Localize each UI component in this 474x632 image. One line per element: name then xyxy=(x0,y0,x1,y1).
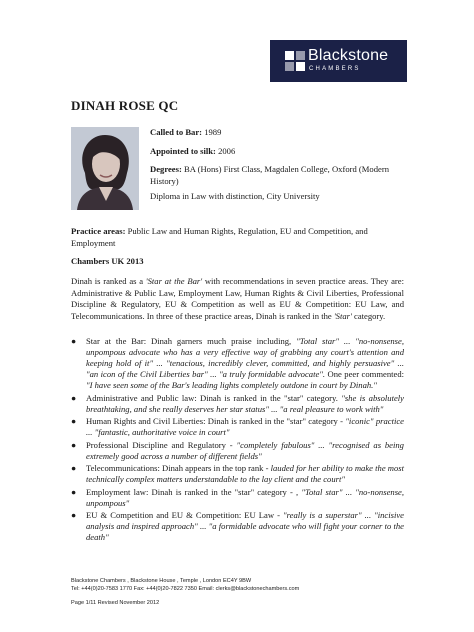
called-label: Called to Bar: xyxy=(150,127,203,137)
bullet-text: Professional Discipline and Regulatory - xyxy=(86,439,237,450)
degrees-label: Degrees: xyxy=(150,164,182,174)
list-item xyxy=(71,393,404,415)
intro-paragraph xyxy=(71,276,404,322)
bullet-icon: ● xyxy=(71,510,77,520)
blackstone-logo xyxy=(270,40,407,82)
intro-text-1: Dinah is ranked as a xyxy=(71,276,146,286)
diploma: Diploma in Law with distinction, City University xyxy=(150,191,320,201)
bullet-icon: ● xyxy=(71,439,77,450)
intro-text-2: with recommendations in seven practice areas. They are: Administrative & Public Law, Employment Law, Human Rights & Civil Liberties, Professional Discipline & Regulatory, EU & Competition as well as EU & Competition: EU Law, and Telecommunications. In three of these practice areas, Dinah is ranked in the xyxy=(71,276,404,321)
portrait-illustration xyxy=(71,127,139,210)
silk-value: 2006 xyxy=(218,145,236,156)
bullet-icon: ● xyxy=(71,416,77,426)
list-item xyxy=(71,510,404,543)
list-item xyxy=(71,440,404,462)
footer-address xyxy=(71,578,299,593)
bullet-quote: "really is a superstar" ... "incisive analysis and inspired approach" ... "a formidable advocate who will fight your corner to the death" xyxy=(86,510,404,542)
intro-star-1: 'Star at the Bar' xyxy=(145,276,203,286)
bullet-quote: "Total star" ... "no-nonsense, unpompous" xyxy=(86,486,404,508)
list-item xyxy=(71,336,404,391)
bullet-icon: ● xyxy=(71,486,77,497)
bullet-icon: ● xyxy=(71,463,77,473)
page-number: Page 1/11 Revised November 2012 xyxy=(71,600,160,606)
bullet-text: Telecommunications: Dinah appears in the top rank - xyxy=(86,463,271,473)
list-item xyxy=(71,463,404,485)
silk-label: Appointed to silk: xyxy=(150,145,216,156)
footer-line-address: Blackstone Chambers , Blackstone House , Temple , London EC4Y 9BW xyxy=(71,578,252,584)
logo-mark-icon xyxy=(285,51,305,71)
bullet-text: Human Rights and Civil Liberties: Dinah is ranked in the "star" category - xyxy=(86,416,346,426)
logo-text xyxy=(308,47,388,73)
bullet-quote: "iconic" practice ... "fantastic, authoritative voice in court" xyxy=(86,416,404,437)
degrees xyxy=(150,164,403,187)
bullet-quote: "she is absolutely breathtaking, and she really deserves her star status" ... "a real pleasure to work with" xyxy=(86,392,404,414)
appointed-to-silk xyxy=(150,146,403,158)
page-title: DINAH ROSE QC xyxy=(71,98,179,113)
bullet-quote: "completely fabulous" ... "recognised as being extremely good across a number of different fields" xyxy=(86,439,404,461)
bullet-icon: ● xyxy=(71,392,77,403)
rankings-list xyxy=(71,336,404,545)
practice-label: Practice areas: xyxy=(71,226,126,236)
career-facts xyxy=(150,127,403,210)
list-item xyxy=(71,416,404,438)
bullet-quote: "I have seen some of the Bar's leading lights completely outdone in court by Dinah." xyxy=(86,380,377,390)
chambers-heading: Chambers UK 2013 xyxy=(71,256,144,266)
logo-name: Blackstone xyxy=(308,47,389,64)
portrait-photo xyxy=(71,127,139,210)
practice-areas xyxy=(71,226,404,249)
bullet-text: Star at the Bar: Dinah garners much praise including, xyxy=(86,336,297,346)
list-item xyxy=(71,487,404,509)
intro-text-3: category. xyxy=(351,310,386,321)
footer-line-contact: Tel: +44(0)20-7583 1770 Fax: +44(0)20-7822 7350 Email: clerks@blackstonechambers.com xyxy=(71,585,300,592)
intro-star-2: 'Star' xyxy=(333,310,352,321)
bullet-text: Administrative and Public law: Dinah is ranked in the "star" category. xyxy=(86,392,342,403)
bullet-icon: ● xyxy=(71,336,77,346)
logo-sub: CHAMBERS xyxy=(309,66,361,72)
bullet-text: One peer commented: xyxy=(325,369,405,379)
bullet-text: Employment law: Dinah is ranked in the "star" category - , xyxy=(86,486,302,497)
called-value: 1989 xyxy=(204,127,222,137)
bullet-text: EU & Competition and EU & Competition: EU Law - xyxy=(86,510,284,520)
bullet-quote: "Total star" ... "no-nonsense, unpompous advocate who has a very effective way of grabbing any court's attention and keeping hold of it" ... "tenacious, incredibly clever, committed, and highly persuasive" ... "an icon of the Civil Liberties bar" ... "a truly formidable advocate". xyxy=(86,336,404,379)
called-to-bar xyxy=(150,127,403,139)
practice-value: Public Law and Human Rights, Regulation, EU and Competition, and Employment xyxy=(71,226,368,248)
degrees-value: BA (Hons) First Class, Magdalen College, Oxford (Modern History) xyxy=(150,164,390,186)
bullet-quote: lauded for her ability to make the most technically complex matters understandable to the lay client and the court" xyxy=(86,463,405,484)
